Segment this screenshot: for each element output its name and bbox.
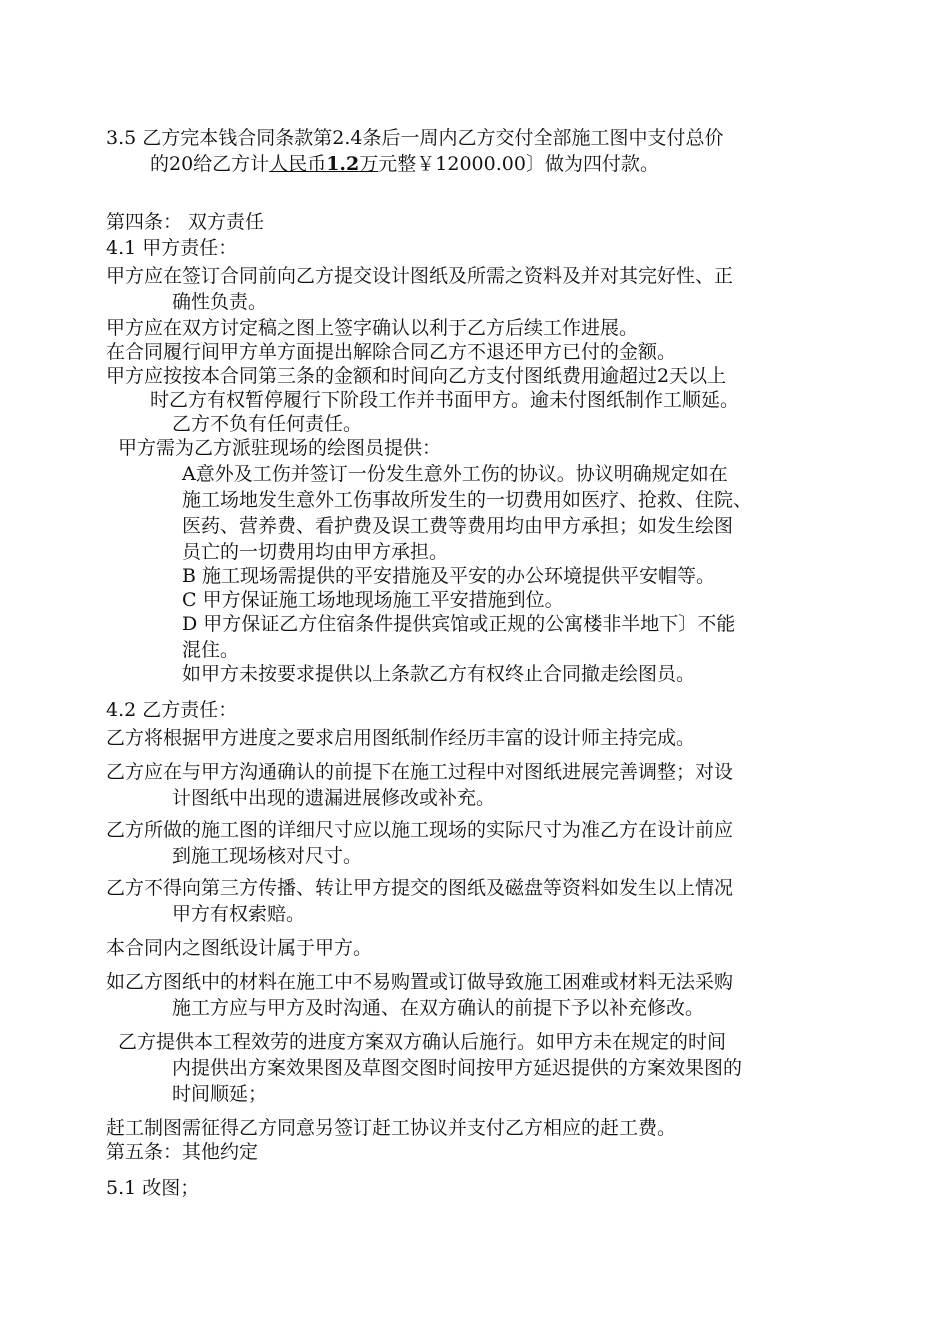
party-b-duty-5: 本合同内之图纸设计属于甲方。 [106, 937, 373, 959]
party-b-duty-7-line-3: 时间顺延； [172, 1083, 268, 1105]
item-d-line-1: D 甲方保证乙方住宿条件提供宾馆或正规的公寓楼非半地下〕不能 [182, 613, 736, 635]
amount-unit-underlined: 万 [359, 153, 379, 175]
amount-value-underlined: 1.2 [326, 153, 360, 175]
party-a-duty-3: 在合同履行间甲方单方面提出解除合同乙方不退还甲方已付的金额。 [106, 341, 677, 363]
party-b-duty-3-line-2: 到施工现场核对尺寸。 [172, 845, 363, 867]
item-a-line-1: A意外及工伤并签订一份发生意外工伤的协议。协议明确规定如在 [182, 463, 728, 485]
clause-3-5-line-1: 3.5 乙方完本钱合同条款第2.4条后一周内乙方交付全部施工图中支付总价 [106, 127, 724, 149]
clause-3-5-text-b: 元整￥12000.00〕做为四付款。 [378, 153, 659, 175]
clause-4-2-heading: 4.2 乙方责任： [106, 699, 238, 721]
clause-5-1-heading: 5.1 改图； [106, 1177, 200, 1199]
party-a-duty-1-line-2: 确性负责。 [172, 291, 268, 313]
item-e: 如甲方未按要求提供以上条款乙方有权终止合同撤走绘图员。 [182, 663, 696, 685]
item-d-line-2: 混住。 [182, 639, 240, 661]
clause-3-5-text-a: 的20给乙方计 [150, 153, 270, 175]
amount-currency-underlined: 人民币 [269, 153, 327, 175]
party-b-duty-2-line-1: 乙方应在与甲方沟通确认的前提下在施工过程中对图纸进展完善调整；对设 [106, 761, 734, 783]
item-a-line-2: 施工场地发生意外工伤事故所发生的一切费用如医疗、抢救、住院、 [182, 489, 753, 511]
party-b-duty-3-line-1: 乙方所做的施工图的详细尺寸应以施工现场的实际尺寸为准乙方在设计前应 [106, 819, 734, 841]
item-a-line-3: 医药、营养费、看护费及误工费等费用均由甲方承担；如发生绘图 [182, 515, 734, 537]
clause-4-1-heading: 4.1 甲方责任： [106, 237, 238, 259]
party-a-duty-2: 甲方应在双方讨定稿之图上签字确认以利于乙方后续工作进展。 [106, 317, 639, 339]
item-b: B 施工现场需提供的平安措施及平安的办公环境提供平安帽等。 [182, 565, 716, 587]
party-b-duty-1: 乙方将根据甲方进度之要求启用图纸制作经历丰富的设计师主持完成。 [106, 727, 696, 749]
party-b-duty-6-line-1: 如乙方图纸中的材料在施工中不易购置或订做导致施工困难或材料无法采购 [106, 971, 734, 993]
party-a-duty-4-line-2: 时乙方有权暂停履行下阶段工作并书面甲方。逾未付图纸制作工顺延。 [150, 389, 740, 411]
item-a-line-4: 员亡的一切费用均由甲方承担。 [182, 541, 449, 563]
party-a-duty-1-line-1: 甲方应在签订合同前向乙方提交设计图纸及所需之资料及并对其完好性、正 [106, 265, 734, 287]
party-b-duty-4-line-1: 乙方不得向第三方传播、转让甲方提交的图纸及磁盘等资料如发生以上情况 [106, 877, 734, 899]
party-a-duty-4-line-3: 乙方不负有任何责任。 [172, 413, 363, 435]
item-c: C 甲方保证施工场地现场施工平安措施到位。 [182, 589, 564, 611]
party-b-duty-7-line-2: 内提供出方案效果图及草图交图时间按甲方延迟提供的方案效果图的 [172, 1057, 743, 1079]
article-4-heading: 第四条： 双方责任 [106, 211, 265, 233]
clause-3-5-line-2 [150, 152, 659, 176]
party-b-duty-8: 赶工制图需征得乙方同意另签订赶工协议并支付乙方相应的赶工费。 [106, 1117, 677, 1139]
party-b-duty-4-line-2: 甲方有权索赔。 [172, 903, 306, 925]
party-a-duty-5: 甲方需为乙方派驻现场的绘图员提供： [118, 437, 442, 459]
party-a-duty-4-line-1: 甲方应按按本合同第三条的金额和时间向乙方支付图纸费用逾超过2天以上 [106, 365, 727, 387]
party-b-duty-6-line-2: 施工方应与甲方及时沟通、在双方确认的前提下予以补充修改。 [172, 997, 705, 1019]
article-5-heading: 第五条：其他约定 [106, 1141, 259, 1163]
party-b-duty-2-line-2: 计图纸中出现的遗漏进展修改或补充。 [172, 787, 496, 809]
party-b-duty-7-line-1: 乙方提供本工程效劳的进度方案双方确认后施行。如甲方未在规定的时间 [118, 1031, 727, 1053]
